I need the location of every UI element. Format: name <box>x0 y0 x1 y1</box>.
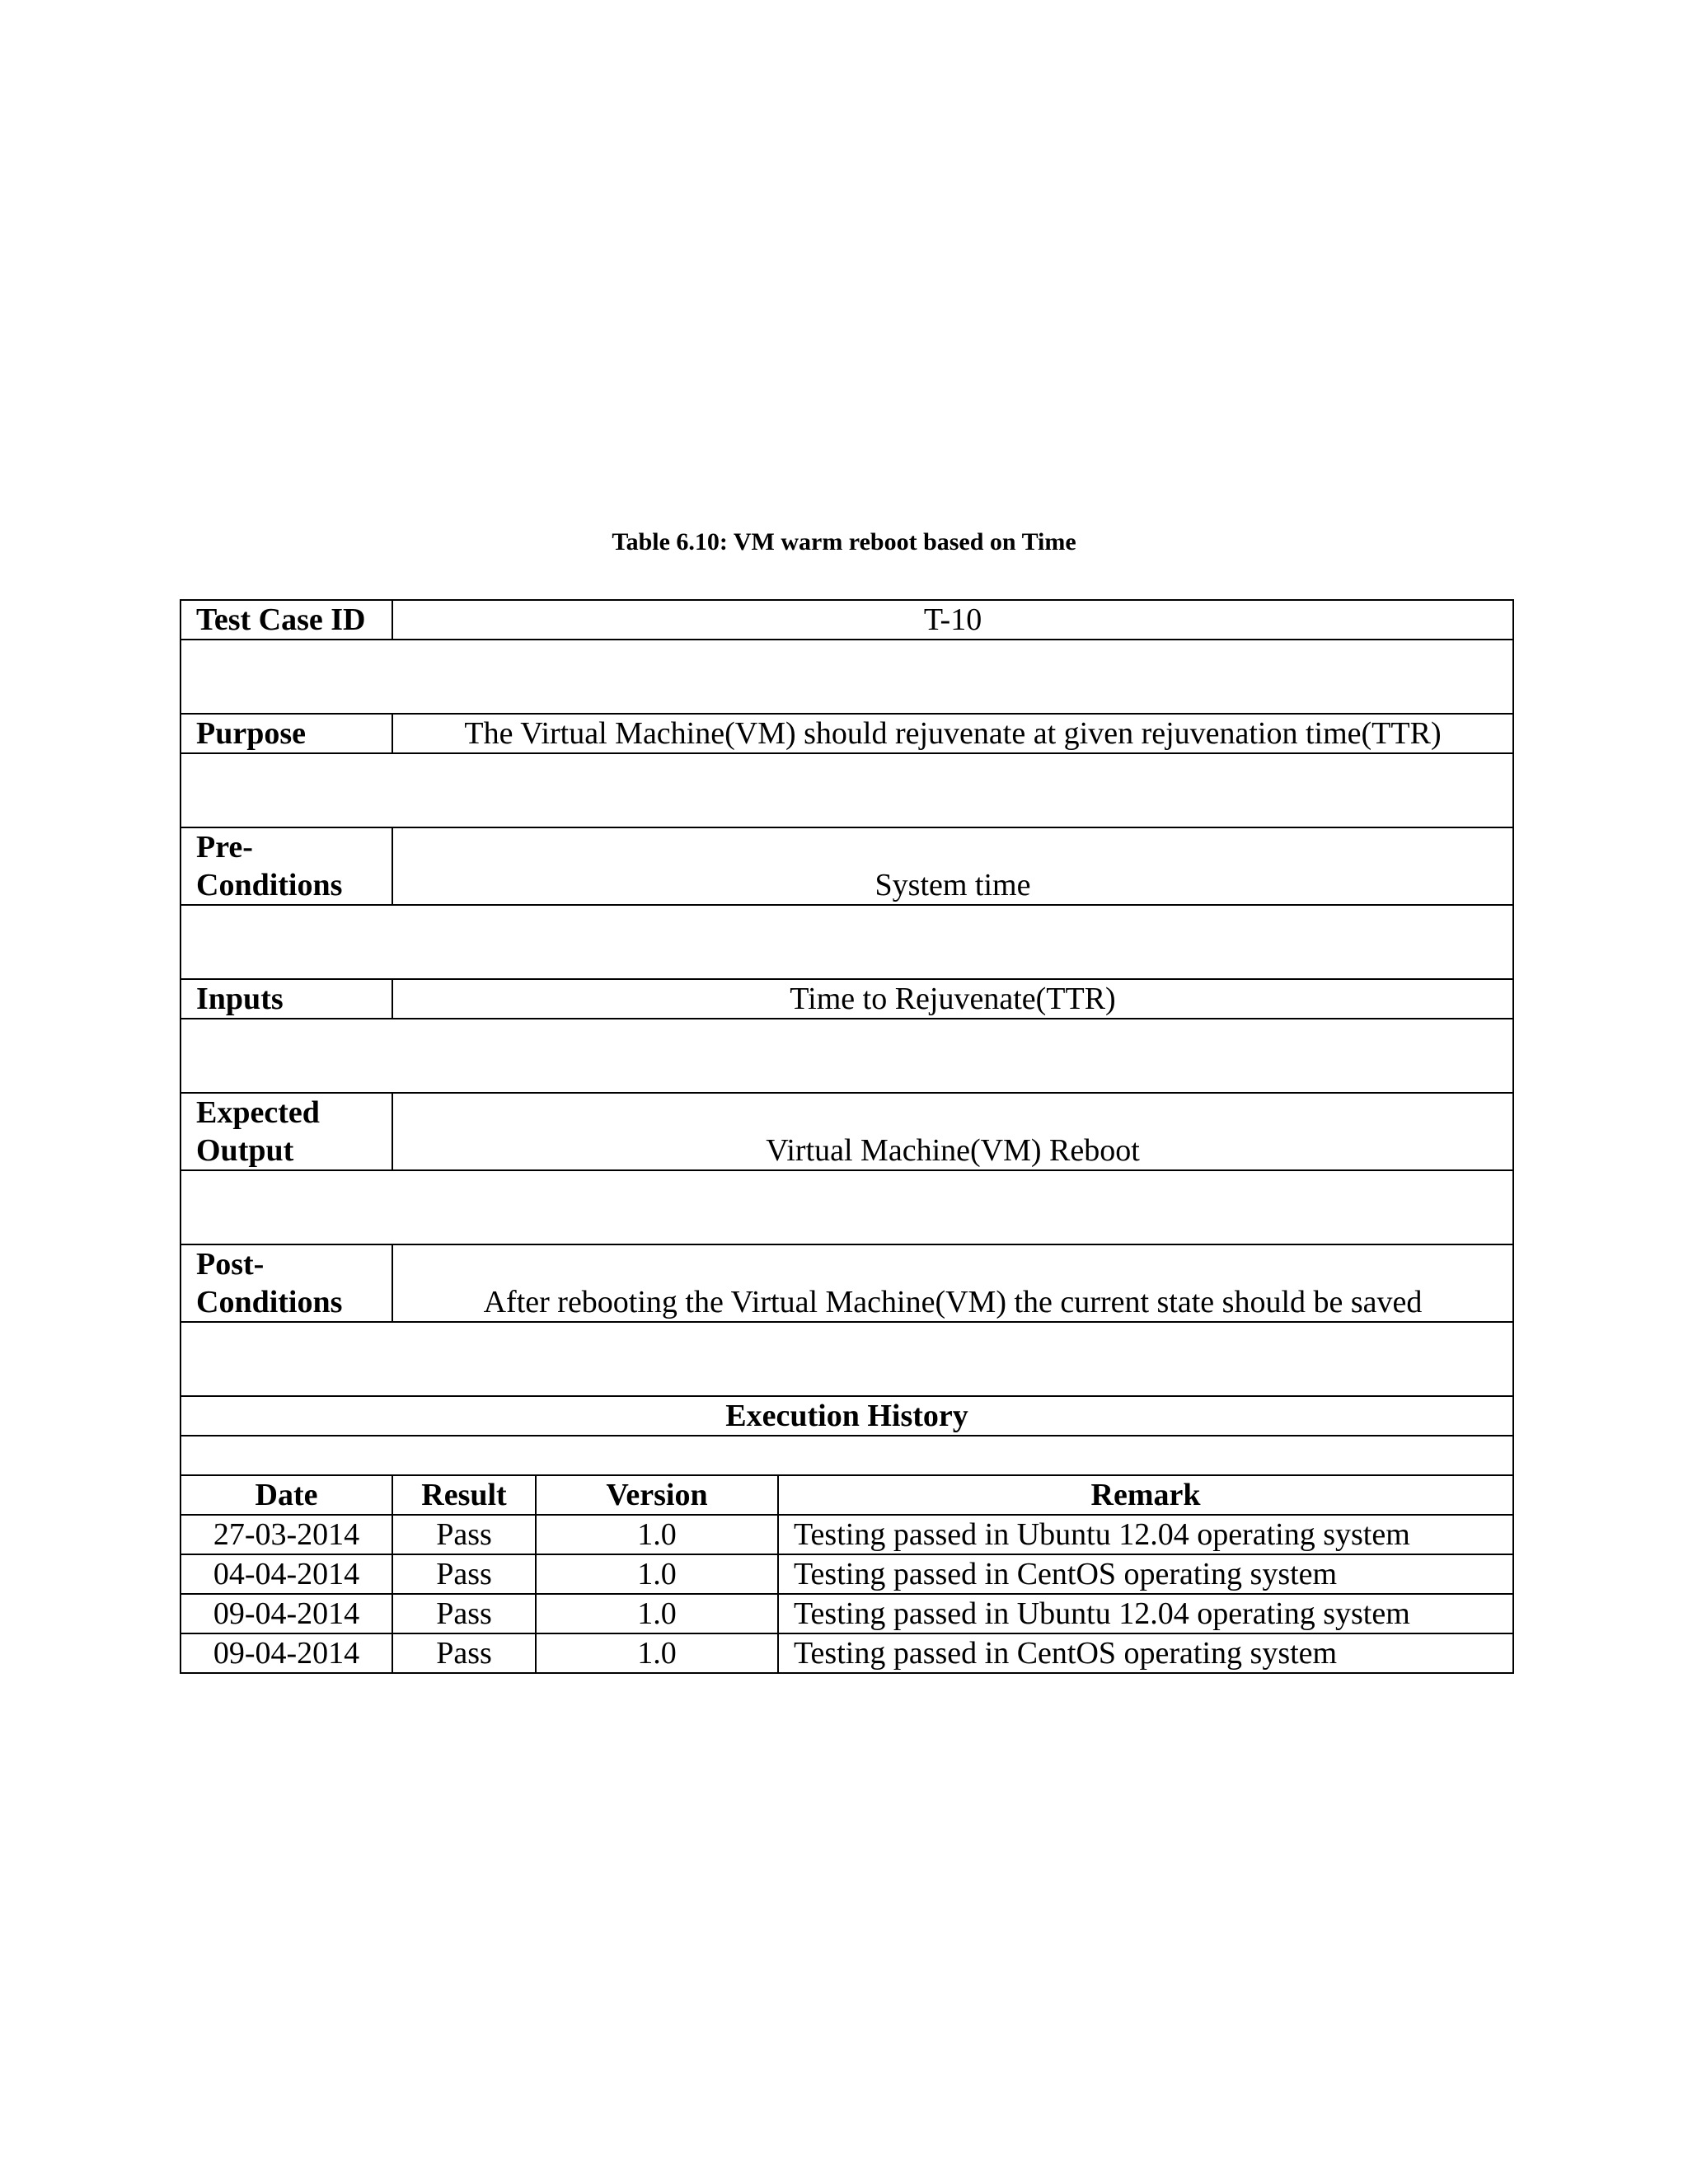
history-row <box>181 1633 1513 1673</box>
history-header-version: Version <box>536 1475 778 1515</box>
test-case-table <box>180 599 1514 1674</box>
spacer-row <box>181 1322 1513 1396</box>
spacer-row <box>181 640 1513 714</box>
history-result: Pass <box>392 1515 536 1554</box>
expected-output-label <box>181 1093 392 1170</box>
inputs-value: Time to Rejuvenate(TTR) <box>392 979 1513 1019</box>
history-date: 09-04-2014 <box>181 1594 392 1633</box>
expected-output-value: Virtual Machine(VM) Reboot <box>392 1093 1513 1170</box>
history-remark: Testing passed in CentOS operating system <box>778 1554 1513 1594</box>
spacer-row <box>181 1436 1513 1475</box>
spacer-row <box>181 905 1513 979</box>
table-caption: Table 6.10: VM warm reboot based on Time <box>612 528 1076 555</box>
inputs-label: Inputs <box>181 979 392 1019</box>
test-case-id-value: T-10 <box>392 600 1513 640</box>
history-version: 1.0 <box>536 1633 778 1673</box>
post-conditions-label <box>181 1244 392 1322</box>
history-row <box>181 1554 1513 1594</box>
row-expected-output <box>181 1093 1513 1170</box>
history-header-row <box>181 1475 1513 1515</box>
purpose-value: The Virtual Machine(VM) should rejuvenate at given rejuvenation time(TTR) <box>392 714 1513 753</box>
history-date: 04-04-2014 <box>181 1554 392 1594</box>
history-date: 27-03-2014 <box>181 1515 392 1554</box>
history-row <box>181 1594 1513 1633</box>
spacer-row <box>181 1170 1513 1244</box>
row-test-case-id <box>181 600 1513 640</box>
history-date: 09-04-2014 <box>181 1633 392 1673</box>
history-header-remark: Remark <box>778 1475 1513 1515</box>
history-version: 1.0 <box>536 1515 778 1554</box>
history-version: 1.0 <box>536 1594 778 1633</box>
row-inputs <box>181 979 1513 1019</box>
row-post-conditions <box>181 1244 1513 1322</box>
spacer-row <box>181 753 1513 827</box>
history-result: Pass <box>392 1633 536 1673</box>
row-pre-conditions <box>181 827 1513 905</box>
history-version: 1.0 <box>536 1554 778 1594</box>
execution-history-title: Execution History <box>181 1396 1513 1436</box>
expected-output-label-line2: Output <box>196 1133 294 1168</box>
pre-conditions-label-line2: Conditions <box>196 868 343 902</box>
history-header-date: Date <box>181 1475 392 1515</box>
row-purpose <box>181 714 1513 753</box>
row-execution-history-title <box>181 1396 1513 1436</box>
purpose-label: Purpose <box>181 714 392 753</box>
post-conditions-label-line1: Post- <box>196 1247 265 1282</box>
history-remark: Testing passed in Ubuntu 12.04 operating system <box>778 1594 1513 1633</box>
history-result: Pass <box>392 1594 536 1633</box>
history-row <box>181 1515 1513 1554</box>
spacer-row <box>181 1019 1513 1093</box>
post-conditions-label-line2: Conditions <box>196 1285 343 1319</box>
pre-conditions-value: System time <box>392 827 1513 905</box>
history-remark: Testing passed in CentOS operating system <box>778 1633 1513 1673</box>
history-result: Pass <box>392 1554 536 1594</box>
test-case-id-label: Test Case ID <box>181 600 392 640</box>
expected-output-label-line1: Expected <box>196 1095 320 1130</box>
post-conditions-value: After rebooting the Virtual Machine(VM) the current state should be saved <box>392 1244 1513 1322</box>
history-remark: Testing passed in Ubuntu 12.04 operating system <box>778 1515 1513 1554</box>
pre-conditions-label <box>181 827 392 905</box>
history-header-result: Result <box>392 1475 536 1515</box>
pre-conditions-label-line1: Pre- <box>196 830 253 865</box>
